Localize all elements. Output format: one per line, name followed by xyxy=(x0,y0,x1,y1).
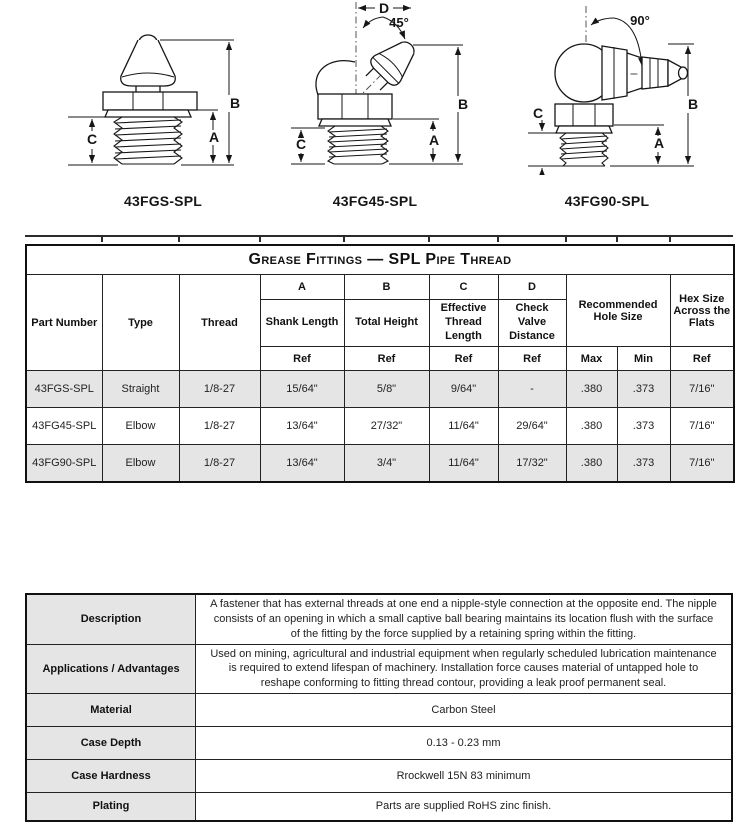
fitting-diagram-90 xyxy=(518,0,723,175)
ref-d: Ref xyxy=(498,347,566,371)
cell-max: .380 xyxy=(566,371,617,408)
cell-part: 43FG90-SPL xyxy=(26,445,102,483)
cell-a: 15/64" xyxy=(260,371,344,408)
dim-label-c: C xyxy=(86,131,98,147)
dim-label-a: A xyxy=(428,132,440,148)
info-row-applications xyxy=(26,644,732,694)
divider-rule xyxy=(25,235,733,243)
info-row-case-depth xyxy=(26,727,732,760)
info-value: Carbon Steel xyxy=(196,694,733,727)
dim-label-b: B xyxy=(229,95,241,111)
dim-label-b: B xyxy=(687,96,699,112)
col-header-type: Type xyxy=(102,275,179,371)
part-label-45: 43FG45-SPL xyxy=(332,193,418,209)
info-label: Plating xyxy=(26,793,196,821)
angle-label-90: 90° xyxy=(630,13,650,28)
info-label: Case Hardness xyxy=(26,760,196,793)
info-label: Case Depth xyxy=(26,727,196,760)
info-row-material xyxy=(26,694,732,727)
info-value: Rrockwell 15N 83 minimum xyxy=(196,760,733,793)
threads xyxy=(114,117,182,164)
col-header-height: Total Height xyxy=(344,300,429,347)
col-header-shank: Shank Length xyxy=(260,300,344,347)
cell-min: .373 xyxy=(617,408,670,445)
cell-c: 11/64" xyxy=(429,445,498,483)
flange xyxy=(319,119,391,126)
cell-d: 29/64" xyxy=(498,408,566,445)
part-label-straight: 43FGS-SPL xyxy=(123,193,203,209)
dim-label-c: C xyxy=(532,105,544,121)
ref-b: Ref xyxy=(344,347,429,371)
table-row xyxy=(26,371,734,408)
threads xyxy=(560,133,608,166)
dim-letter-a: A xyxy=(260,275,344,300)
cell-hex: 7/16" xyxy=(670,371,734,408)
col-header-part: Part Number xyxy=(26,275,102,371)
info-value: Used on mining, agricultural and industrial equipment when regularly scheduled lubrication maintenance is required to extend lifespan of machinery. Installation force causes material of untapped hole to reshape conforming to fitting thread contour, providing a leak proof permanent seal. xyxy=(196,644,733,694)
cell-a: 13/64" xyxy=(260,445,344,483)
nipple-rings xyxy=(642,57,668,89)
cell-b: 3/4" xyxy=(344,445,429,483)
dim-letter-d: D xyxy=(498,275,566,300)
elbow-dome xyxy=(316,61,355,95)
cell-b: 5/8" xyxy=(344,371,429,408)
cell-d: 17/32" xyxy=(498,445,566,483)
cell-hex: 7/16" xyxy=(670,408,734,445)
fitting-diagram-straight xyxy=(48,28,258,178)
flange xyxy=(556,126,612,133)
info-row-case-hardness xyxy=(26,760,732,793)
cell-b: 27/32" xyxy=(344,408,429,445)
info-value: A fastener that has external threads at one end a nipple-style connection at the opposite end. The nipple consists of an opening in which a small captive ball bearing maintains its location flush with the surface of the fitting by the force supplied by a retaining spring within the fitting. xyxy=(196,594,733,644)
hex-nut xyxy=(555,104,613,126)
cell-c: 11/64" xyxy=(429,408,498,445)
cell-min: .373 xyxy=(617,371,670,408)
info-row-plating xyxy=(26,793,732,821)
cell-thread: 1/8-27 xyxy=(179,371,260,408)
ref-hex: Ref xyxy=(670,347,734,371)
table-row xyxy=(26,408,734,445)
col-header-check-valve: Check Valve Distance xyxy=(498,300,566,347)
cell-type: Elbow xyxy=(102,445,179,483)
cell-thread: 1/8-27 xyxy=(179,408,260,445)
spec-table-title: Grease Fittings — SPL Pipe Thread xyxy=(26,245,734,275)
hex-nut xyxy=(318,94,392,119)
cell-a: 13/64" xyxy=(260,408,344,445)
dim-label-a: A xyxy=(653,135,665,151)
col-header-hex: Hex Size Across the Flats xyxy=(670,275,734,347)
dim-letter-c: C xyxy=(429,275,498,300)
info-label: Applications / Advantages xyxy=(26,644,196,694)
col-header-thread: Thread xyxy=(179,275,260,371)
dim-label-d: D xyxy=(378,0,390,16)
col-header-eff-thread: Effective Thread Length xyxy=(429,300,498,347)
dim-label-b: B xyxy=(457,96,469,112)
cell-type: Elbow xyxy=(102,408,179,445)
cell-part: 43FG45-SPL xyxy=(26,408,102,445)
cell-d: - xyxy=(498,371,566,408)
info-label: Material xyxy=(26,694,196,727)
cell-max: .380 xyxy=(566,408,617,445)
ref-c: Ref xyxy=(429,347,498,371)
nipple-cap xyxy=(121,40,176,86)
info-table xyxy=(25,593,733,822)
table-row xyxy=(26,445,734,483)
hex-nut xyxy=(103,92,197,110)
ref-min: Min xyxy=(617,347,670,371)
dim-label-c: C xyxy=(295,136,307,152)
ball-tip xyxy=(679,67,688,79)
flange xyxy=(105,110,191,117)
ref-max: Max xyxy=(566,347,617,371)
fitting-diagram-45 xyxy=(283,0,483,175)
dim-label-a: A xyxy=(208,129,220,145)
info-row-description xyxy=(26,594,732,644)
cell-thread: 1/8-27 xyxy=(179,445,260,483)
info-value: 0.13 - 0.23 mm xyxy=(196,727,733,760)
col-header-rec-hole: Recommended Hole Size xyxy=(566,275,670,347)
cell-part: 43FGS-SPL xyxy=(26,371,102,408)
info-value: Parts are supplied RoHS zinc finish. xyxy=(196,793,733,821)
cell-max: .380 xyxy=(566,445,617,483)
cell-hex: 7/16" xyxy=(670,445,734,483)
ref-a: Ref xyxy=(260,347,344,371)
threads xyxy=(328,126,388,164)
spec-table xyxy=(25,244,735,483)
cell-min: .373 xyxy=(617,445,670,483)
cell-type: Straight xyxy=(102,371,179,408)
angle-label-45: 45° xyxy=(389,15,409,30)
cell-c: 9/64" xyxy=(429,371,498,408)
part-label-90: 43FG90-SPL xyxy=(564,193,650,209)
info-label: Description xyxy=(26,594,196,644)
dim-letter-b: B xyxy=(344,275,429,300)
